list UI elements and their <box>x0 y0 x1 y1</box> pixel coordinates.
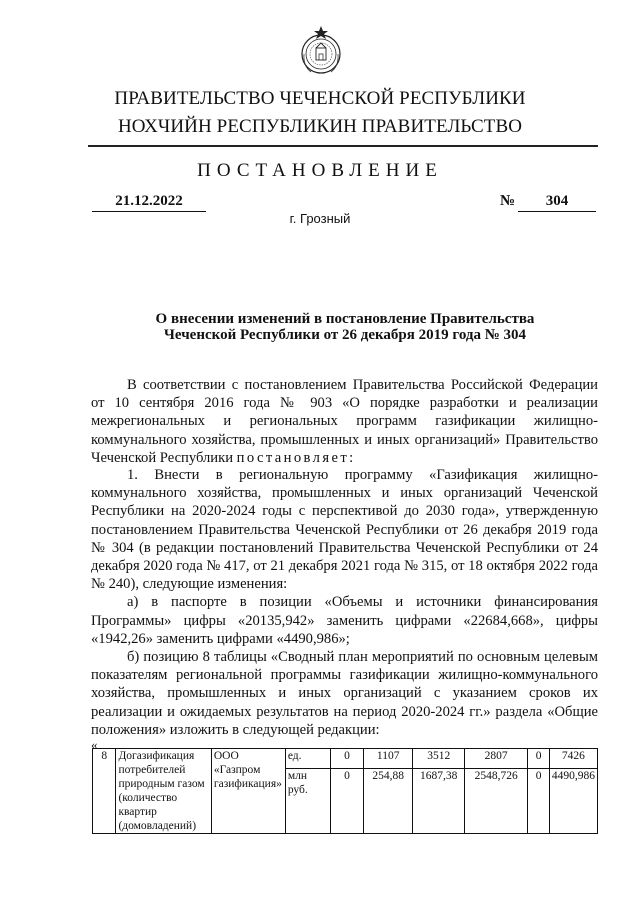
number-label: № <box>500 193 516 209</box>
header-divider <box>88 145 598 147</box>
cell-value: 0 <box>330 749 363 769</box>
cell-unit: ед. <box>285 749 330 769</box>
cell-organization: ООО «Газпром газификация» <box>211 749 285 834</box>
preamble-text: В соответствии с постановлением Правительства Российской Федерации от 10 сентября 2016 года № 903 «О порядке разработки и реализации межрегиональных и региональных программ газификации жилищно-коммунального хозяйства, промышленных и иных организаций» Правительство Чеченской Республики <box>91 377 598 466</box>
document-number: 304 <box>518 193 596 212</box>
cell-unit: млн руб. <box>285 769 330 834</box>
cell-value: 254,88 <box>363 769 412 834</box>
decree-word: постановляет <box>236 449 350 466</box>
cell-number: 8 <box>93 749 116 834</box>
title-line-2: Чеченской Республики от 26 декабря 2019 года № 304 <box>163 327 527 343</box>
table-row <box>93 749 598 769</box>
cell-value: 0 <box>528 769 550 834</box>
preamble <box>91 376 598 467</box>
cell-value: 7426 <box>549 749 597 769</box>
cell-value: 2807 <box>464 749 527 769</box>
decree-body <box>91 466 598 739</box>
paragraph-item-a: а) в паспорте в позиции «Объемы и источники финансирования Программы» цифры «20135,942» заменить цифрами «22684,668», цифры «1942,26» заменить цифрами «4490,986»; <box>91 594 598 647</box>
preamble-colon: : <box>349 449 354 466</box>
cell-value: 3512 <box>413 749 465 769</box>
paragraph-item-b: б) позицию 8 таблицы «Сводный план мероприятий по основным целевым показателям региональной программы газификации жилищно-коммунального хозяйства, промышленных и иных организаций с указанием сроков их реализации и ожидаемых результатов на период 2020-2024 гг.» раздела «Общие положения» изложить в следующей редакции: <box>91 649 598 738</box>
cell-value: 1107 <box>363 749 412 769</box>
document-type: ПОСТАНОВЛЕНИЕ <box>197 160 443 181</box>
paragraph-item-1: 1. Внести в региональную программу «Газификация жилищно-коммунального хозяйства, промышленных и иных организаций Чеченской Республики на 2020-2024 годы с перспективой до 2030 года», утвержденную постановлением Правительства Чеченской Республики от 26 декабря 2019 года № 304 (в редакции постановлений Правительства Чеченской Республики от 24 декабря 2020 года № 417, от 21 декабря 2021 года № 315, от 18 октября 2022 года № 240), следующие изменения: <box>91 467 598 593</box>
document-date: 21.12.2022 <box>92 193 206 212</box>
government-name-ru: ПРАВИТЕЛЬСТВО ЧЕЧЕНСКОЙ РЕСПУБЛИКИ <box>114 88 526 109</box>
cell-value: 0 <box>528 749 550 769</box>
coat-of-arms-emblem <box>299 24 343 80</box>
plan-table <box>92 748 598 834</box>
cell-value: 0 <box>330 769 363 834</box>
cell-value: 4490,986 <box>549 769 597 834</box>
cell-value: 1687,38 <box>413 769 465 834</box>
document-title <box>120 311 570 343</box>
paragraph-preamble <box>91 376 598 467</box>
document-city: г. Грозный <box>289 211 351 226</box>
cell-activity: Догазификация потребителей природным газом (количество квартир (домовладений) <box>116 749 211 834</box>
title-line-1: О внесении изменений в постановление Правительства <box>155 311 535 327</box>
quote-mark: « <box>91 737 98 752</box>
cell-value: 2548,726 <box>464 769 527 834</box>
government-name-ce: НОХЧИЙН РЕСПУБЛИКИН ПРАВИТЕЛЬСТВО <box>117 116 523 137</box>
